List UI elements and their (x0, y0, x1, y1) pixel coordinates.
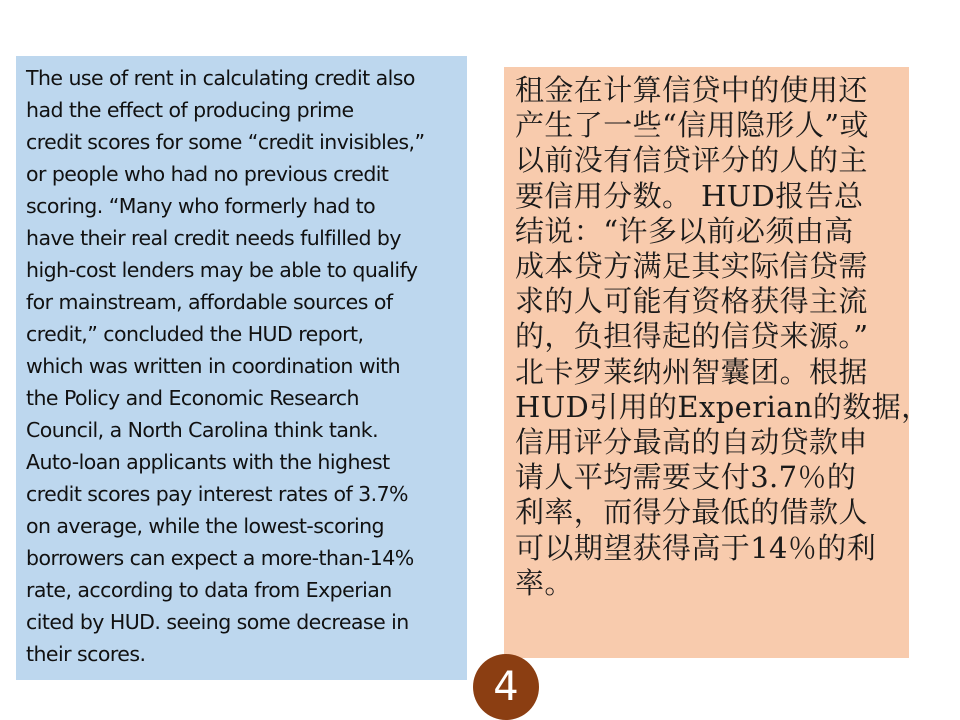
chinese-line: 可以期望获得高于14％的利 (515, 530, 877, 565)
english-line: borrowers can expect a more-than-14% (26, 546, 414, 570)
english-paragraph (26, 62, 464, 670)
chinese-paragraph (515, 73, 931, 601)
english-line: had the effect of producing prime (26, 98, 354, 122)
chinese-line: 产生了一些“信用隐形人”或 (515, 108, 869, 143)
chinese-line: 以前没有信贷评分的人的主 (515, 143, 868, 178)
chinese-line: 率。 (515, 565, 574, 600)
english-line: credit,” concluded the HUD report, (26, 322, 364, 346)
english-line: Auto-loan applicants with the highest (26, 450, 390, 474)
chinese-line: 请人平均需要支付3.7％的 (515, 460, 857, 495)
english-line: rate, according to data from Experian (26, 578, 392, 602)
english-line: high-cost lenders may be able to qualify (26, 258, 418, 282)
english-line: which was written in coordination with (26, 354, 401, 378)
english-line: The use of rent in calculating credit also (26, 66, 415, 90)
page-number-badge: 4 (473, 654, 539, 720)
english-line: have their real credit needs fulfilled by (26, 226, 401, 250)
chinese-line: 的，负担得起的信贷来源。” (515, 319, 869, 354)
chinese-line: 成本贷方满足其实际信贷需 (515, 249, 868, 284)
chinese-line: 利率，而得分最低的借款人 (515, 495, 868, 530)
english-line: cited by HUD. seeing some decrease in (26, 610, 409, 634)
english-line: the Policy and Economic Research (26, 386, 359, 410)
english-line: for mainstream, affordable sources of (26, 290, 393, 314)
chinese-line: HUD引用的Experian的数据， (515, 389, 931, 424)
chinese-text-box (504, 67, 931, 658)
chinese-line: 北卡罗莱纳州智囊团。根据 (515, 354, 868, 389)
chinese-line: 信用评分最高的自动贷款申 (515, 425, 868, 460)
chinese-line: 要信用分数。 HUD报告总 (515, 178, 864, 213)
english-line: scoring. “Many who formerly had to (26, 194, 376, 218)
english-line: on average, while the lowest-scoring (26, 514, 384, 538)
chinese-line: 求的人可能有资格获得主流 (515, 284, 868, 319)
chinese-line: 结说：“许多以前必须由高 (515, 213, 854, 248)
english-text-box (16, 56, 467, 680)
english-line: or people who had no previous credit (26, 162, 389, 186)
english-line: credit scores for some “credit invisibles,” (26, 130, 425, 154)
english-line: credit scores pay interest rates of 3.7% (26, 482, 408, 506)
english-line: Council, a North Carolina think tank. (26, 418, 379, 442)
english-line: their scores. (26, 642, 146, 666)
chinese-line: 租金在计算信贷中的使用还 (515, 73, 868, 107)
